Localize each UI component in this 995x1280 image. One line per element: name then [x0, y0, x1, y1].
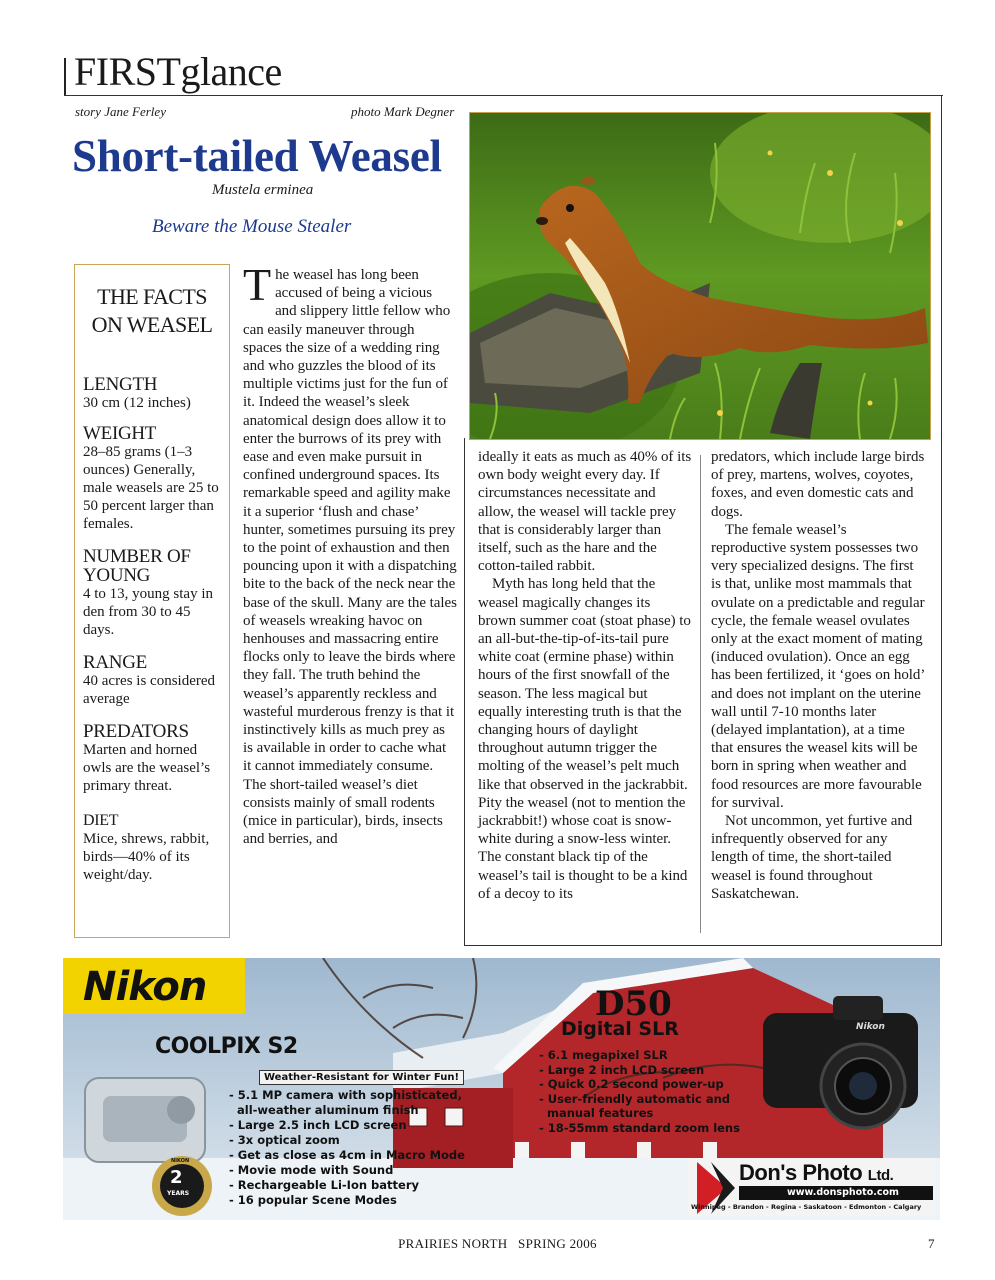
- ad-dealer-suffix: Ltd.: [867, 1167, 894, 1184]
- section-title-light: glance: [180, 49, 282, 94]
- fact-text: 40 acres is considered average: [83, 673, 216, 707]
- fact-number-of-young: [83, 547, 221, 639]
- frame-left-line-lower: [464, 438, 465, 946]
- ad-dealer-cities: Winnipeg - Brandon - Regina - Saskatoon - Edmonton - Calgary: [691, 1203, 922, 1211]
- ad-feature: - Get as close as 4cm in Macro Mode: [229, 1148, 465, 1162]
- fact-text: Mice, shrews, rabbit, birds—40% of its weight/day.: [83, 831, 210, 883]
- ad-coolpix-tagline: Weather-Resistant for Winter Fun!: [259, 1070, 464, 1085]
- drop-cap: T: [243, 259, 272, 310]
- ad-coolpix-model: COOLPIX S2: [155, 1034, 298, 1059]
- column-divider-2: [700, 455, 701, 933]
- ad-dealer-name-text: Don's Photo: [739, 1160, 863, 1185]
- ad-feature: - 6.1 megapixel SLR: [539, 1048, 668, 1062]
- paragraph: predators, which include large birds of prey, martens, wolves, coyotes, foxes, and even domestic cats and dogs.: [711, 449, 925, 520]
- header-vertical-rule: [64, 58, 66, 96]
- page-number: 7: [928, 1236, 935, 1251]
- fact-length: [83, 375, 221, 412]
- scientific-name: Mustela erminea: [212, 182, 314, 198]
- ad-feature: - 3x optical zoom: [229, 1133, 340, 1147]
- ad-d50-model: D50: [595, 984, 672, 1024]
- fact-label: WEIGHT: [83, 423, 157, 444]
- weasel-photo: [469, 112, 931, 440]
- fact-text: 28–85 grams (1–3 ounces) Generally, male weasels are 25 to 50 percent larger than females.: [83, 444, 219, 532]
- ad-feature: - Rechargeable Li-Ion battery: [229, 1178, 420, 1192]
- ad-feature: - 16 popular Scene Modes: [229, 1193, 397, 1207]
- article-title: Short-tailed Weasel: [72, 131, 442, 181]
- fact-range: [83, 653, 221, 708]
- fact-label: RANGE: [83, 652, 147, 673]
- article-lead-paragraph: [243, 259, 457, 849]
- fact-label: LENGTH: [83, 374, 158, 395]
- fact-text: Marten and horned owls are the weasel’s primary threat.: [83, 742, 211, 794]
- fact-label: NUMBER OF YOUNG: [83, 546, 191, 586]
- ad-dealer-name[interactable]: [739, 1160, 893, 1186]
- ad-nikon-logo: Nikon: [83, 964, 207, 1010]
- section-title-bold: FIRST: [74, 49, 181, 94]
- fact-text: 30 cm (12 inches): [83, 395, 191, 411]
- ad-camera-brand: Nikon: [856, 1022, 885, 1032]
- ad-feature: - Large 2 inch LCD screen: [539, 1062, 705, 1077]
- paragraph: ideally it eats as much as 40% of its own body weight every day. If circumstances necessitate and allow, the weasel will tackle prey that is considerably larger than itself, such as the hare and the cotton-tailed rabbit.: [478, 449, 692, 575]
- section-title: [74, 49, 282, 94]
- article-column-2: [478, 448, 692, 903]
- ad-d50-features: [539, 1048, 740, 1135]
- story-credit: story Jane Ferley: [75, 104, 166, 119]
- ad-warranty-label: YEARS: [167, 1190, 190, 1197]
- fact-diet: [83, 811, 221, 884]
- header-rule: [64, 95, 943, 96]
- ad-feature: - Quick 0.2 second power-up: [539, 1077, 724, 1091]
- paragraph: Myth has long held that the weasel magically changes its brown summer coat (stoat phase) to an all-but-the-tip-of-its-tail pure white coat (ermine phase) within hours of the first snowfall of the season. The less magical but equally interesting truth is that the changing hours of daylight throughout autumn trigger the molting of the weasel’s pelt much like that observed in the jackrabbit.: [478, 576, 691, 793]
- fact-weight: [83, 424, 221, 533]
- fact-predators: [83, 722, 221, 795]
- facts-title-line1: THE FACTS: [97, 284, 207, 309]
- fact-label: DIET: [83, 812, 119, 829]
- ad-dealer-url[interactable]: www.donsphoto.com: [787, 1187, 899, 1198]
- ad-feature: - 5.1 MP camera with sophisticated,: [229, 1088, 462, 1102]
- article-deck: Beware the Mouse Stealer: [152, 216, 352, 237]
- weasel-illustration: [470, 113, 930, 439]
- ad-d50-type: Digital SLR: [561, 1018, 679, 1040]
- ad-warranty-brand: NIKON: [171, 1158, 190, 1164]
- ad-feature: manual features: [547, 1106, 654, 1120]
- ad-feature: all-weather aluminum finish: [237, 1103, 419, 1117]
- frame-right-line: [941, 95, 942, 946]
- nikon-advertisement[interactable]: [63, 958, 940, 1220]
- ad-feature: - 18-55mm standard zoom lens: [539, 1120, 740, 1135]
- facts-title: [83, 283, 221, 339]
- footer-publication: PRAIRIES NORTH SPRING 2006: [398, 1236, 597, 1251]
- ad-feature: - User-friendly automatic and: [539, 1091, 731, 1106]
- paragraph: The female weasel’s reproductive system possesses two very specialized designs. The first is that, unlike most mammals that ovulate on a predictable and regular cycle, the female weasel ovulates only at the exact moment of mating (induced ovulation). Once an egg has been fertilized, it ‘goes on hold’ and does not implant on the uterine wall until 7-10 months later (delayed implantation), at a time that ensures the weasel kits will be born in spring when weather and food resources are more favourable for survival.: [711, 521, 925, 811]
- ad-feature: - Large 2.5 inch LCD screen: [229, 1118, 407, 1132]
- facts-sidebar: [74, 264, 230, 938]
- article-column-1: [243, 259, 457, 849]
- fact-text: 4 to 13, young stay in den from 30 to 45 days.: [83, 586, 213, 638]
- photo-credit: photo Mark Degner: [351, 104, 455, 119]
- paragraph: Not uncommon, yet furtive and infrequently observed for any length of time, the short-tailed weasel is found throughout Saskatchewan.: [711, 813, 913, 902]
- article-column-3: [711, 448, 925, 903]
- paragraph: Pity the weasel (not to mention the jackrabbit!) whose coat is snow-white during a snow-less winter. The constant black tip of the weasel’s tail is thought to be a kind of a decoy to its: [478, 794, 688, 902]
- lead-text: he weasel has long been accused of being a vicious and slippery little fellow who can easily maneuver through spaces the size of a wedding ring and who guzzles the blood of its multiple victims just for the fun of it. Indeed the weasel’s sleek anatomical design does allow it to enter the burrows of its prey with ease and even make pursuit in confined underground spaces. Its remarkable speed and agility make it a superior ‘flush and chase’ hunter, sometimes pursuing its prey to the point of exhaustion and then pouncing upon it with a dispatching bite to the back of the neck near the base of the skull. Many are the tales of weasels wreaking havoc on henhouses and massacring entire flocks only to leave the birds where they fall. The truth behind the weasel’s apparently reckless and wasteful murderous frenzy is that it instinctively kills as much prey as is available in order to cache what it cannot immediately consume. The short-tailed weasel’s diet consists mainly of small rodents (mice in particular), birds, insects and berries, and: [243, 267, 457, 848]
- ad-warranty-years: 2: [170, 1167, 183, 1188]
- frame-bottom-line: [464, 945, 942, 946]
- fact-label: PREDATORS: [83, 721, 189, 742]
- facts-title-line2: ON WEASEL: [91, 312, 213, 337]
- ad-feature: - Movie mode with Sound: [229, 1163, 394, 1177]
- ad-coolpix-features: [229, 1088, 465, 1208]
